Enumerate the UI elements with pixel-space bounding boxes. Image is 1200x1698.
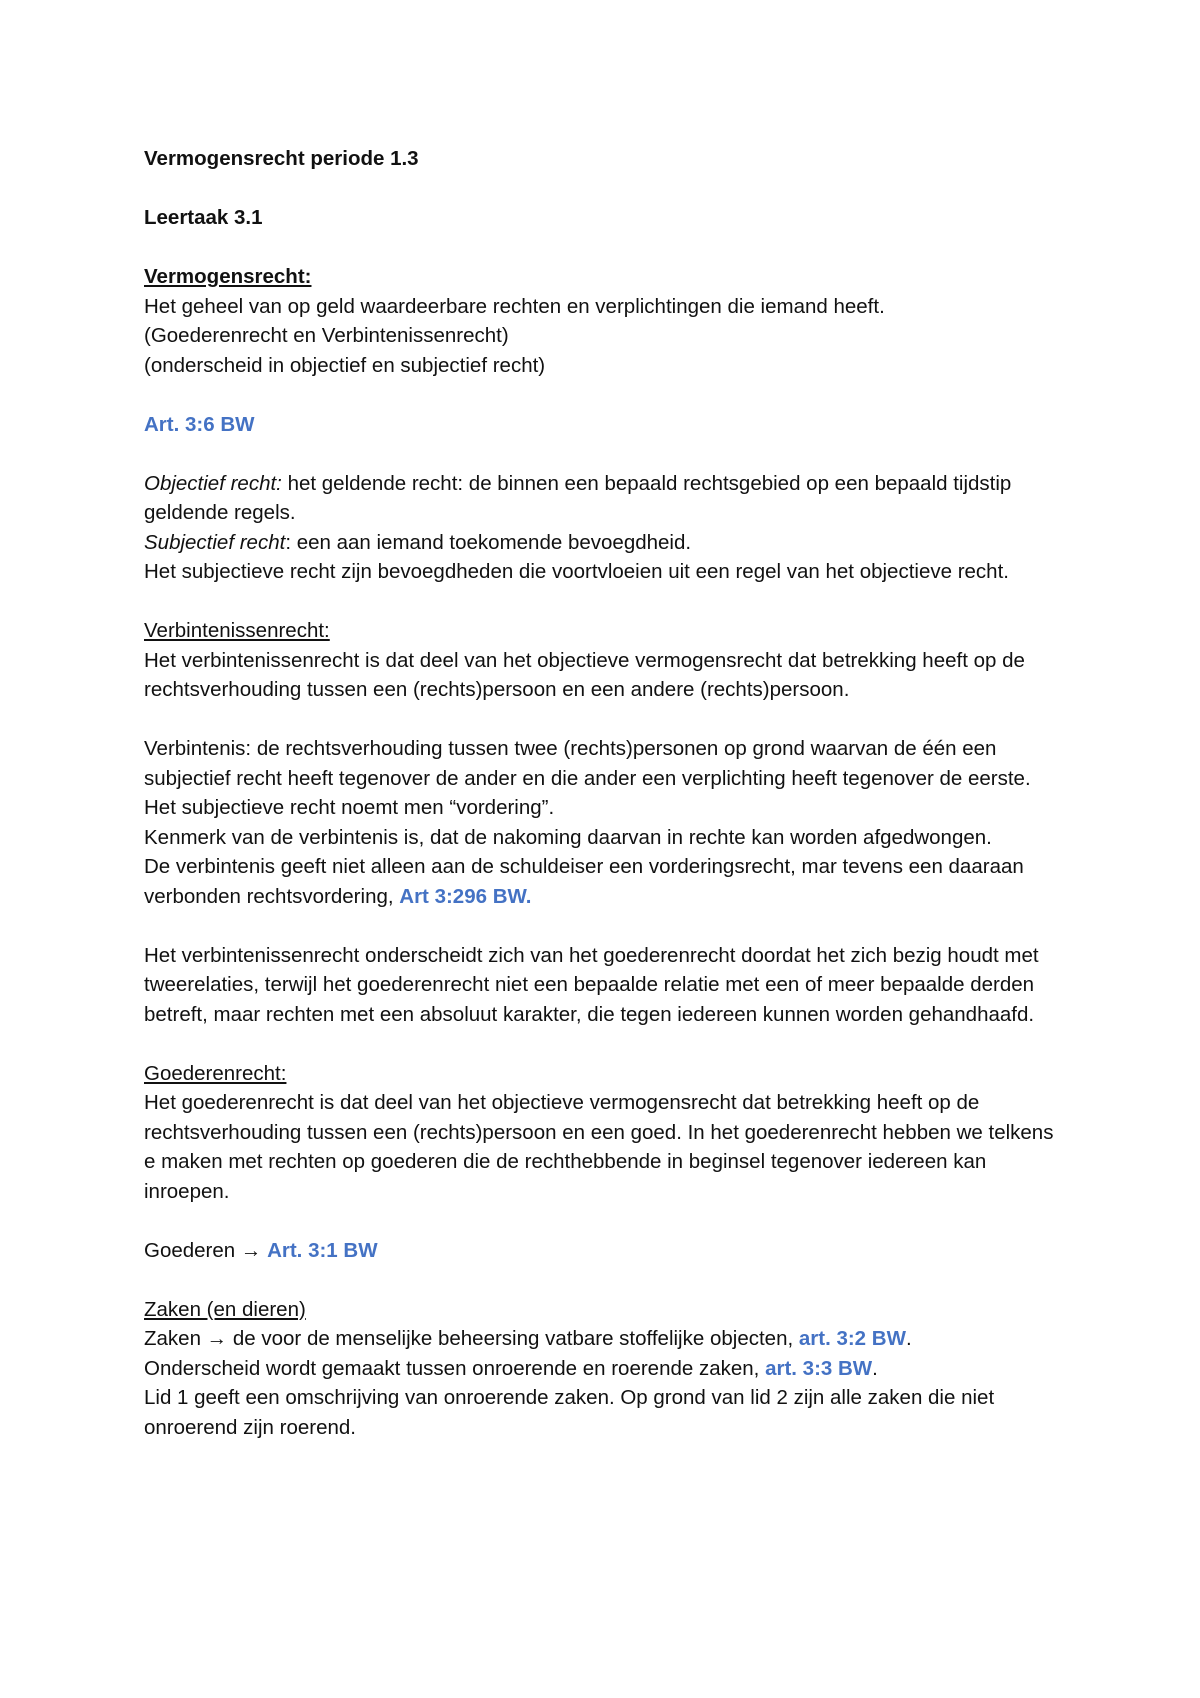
goederen-line	[144, 1236, 1064, 1266]
verbintenissenrecht-text: Het verbintenissenrecht is dat deel van het objectieve vermogensrecht dat betrekking heeft op de rechtsverhouding tussen een (rechts)persoon en een andere (rechts)persoon.	[144, 648, 1025, 701]
article-reference-3-3: art. 3:3 BW	[765, 1356, 873, 1380]
onderscheid-paragraph: Het verbintenissenrecht onderscheidt zich van het goederenrecht doordat het zich bezig houdt met tweerelaties, terwijl het goederenrecht niet een bepaalde relatie met een of meer bepaalde derden betreft, maar rechten met een absoluut karakter, die tegen iedereen kunnen worden gehandhaafd.	[144, 943, 1039, 1026]
zaken-lid-omschrijving: Lid 1 geeft een omschrijving van onroerende zaken. Op grond van lid 2 zijn alle zaken die niet onroerend zijn roerend.	[144, 1386, 995, 1439]
zaken-onderscheid	[144, 1354, 1064, 1384]
document-body	[144, 144, 1064, 1442]
verbintenis-rechtsvordering-text: De verbintenis geeft niet alleen aan de schuldeiser een vorderingsrecht, mar tevens een daaraan verbonden rechtsvordering,	[144, 855, 1024, 908]
section-heading-vermogensrecht: Vermogensrecht:	[144, 265, 312, 288]
zaken-definition-text: Zaken → de voor de menselijke beheersing vatbare stoffelijke objecten,	[144, 1327, 799, 1350]
document-subtitle: Leertaak 3.1	[144, 206, 263, 229]
goederenrecht-text: Het goederenrecht is dat deel van het objectieve vermogensrecht dat betrekking heeft op de rechtsverhouding tussen een (rechts)persoon en een goed. In het goederenrecht hebben we telkens e maken met rechten op goederen die de rechthebbende in beginsel tegenover iedereen kan inroepen.	[144, 1091, 1054, 1203]
subjectief-recht-text: : een aan iemand toekomende bevoegdheid.	[285, 530, 692, 554]
zaken-onderscheid-text: Onderscheid wordt gemaakt tussen onroerende en roerende zaken,	[144, 1356, 766, 1380]
objectief-recht-term: Objectief recht:	[144, 471, 282, 495]
subjectief-recht-term: Subjectief recht	[144, 530, 286, 554]
section-heading-verbintenissenrecht: Verbintenissenrecht:	[144, 619, 330, 642]
zaken-onderscheid-end: .	[872, 1356, 878, 1380]
vermogensrecht-definition: Het geheel van op geld waardeerbare rechten en verplichtingen die iemand heeft.	[144, 294, 885, 318]
vermogensrecht-note-2: (onderscheid in objectief en subjectief recht)	[144, 353, 546, 377]
section-heading-zaken: Zaken (en dieren)	[144, 1297, 306, 1321]
verbintenis-kenmerk: Kenmerk van de verbintenis is, dat de nakoming daarvan in rechte kan worden afgedwongen.	[144, 825, 992, 849]
verbintenis-definition: Verbintenis: de rechtsverhouding tussen twee (rechts)personen op grond waarvan de één een subjectief recht heeft tegenover de ander en die ander een verplichting heeft tegenover de eerste. Het subjectieve recht noemt men “vordering”.	[144, 737, 1031, 819]
article-reference-3-6: Art. 3:6 BW	[144, 412, 255, 436]
objectief-recht-paragraph	[144, 469, 1064, 528]
document-title: Vermogensrecht periode 1.3	[144, 147, 419, 170]
vermogensrecht-note-1: (Goederenrecht en Verbintenissenrecht)	[144, 324, 509, 347]
section-heading-goederenrecht: Goederenrecht:	[144, 1061, 287, 1085]
article-reference-3-296: Art 3:296 BW.	[399, 884, 532, 908]
goederen-label: Goederen →	[144, 1238, 268, 1262]
article-reference-3-2: art. 3:2 BW	[798, 1327, 906, 1350]
subjectief-recht-paragraph	[144, 528, 1064, 558]
zaken-definition	[144, 1324, 1064, 1354]
zaken-definition-end: .	[905, 1327, 912, 1350]
objectief-recht-text: het geldende recht: de binnen een bepaald rechtsgebied op een bepaald tijdstip geldende regels.	[144, 471, 1012, 524]
verbintenis-rechtsvordering	[144, 852, 1064, 911]
article-reference-3-1: Art. 3:1 BW	[267, 1238, 378, 1262]
subjectief-recht-extra: Het subjectieve recht zijn bevoegdheden die voortvloeien uit een regel van het objectieve recht.	[144, 560, 1009, 583]
